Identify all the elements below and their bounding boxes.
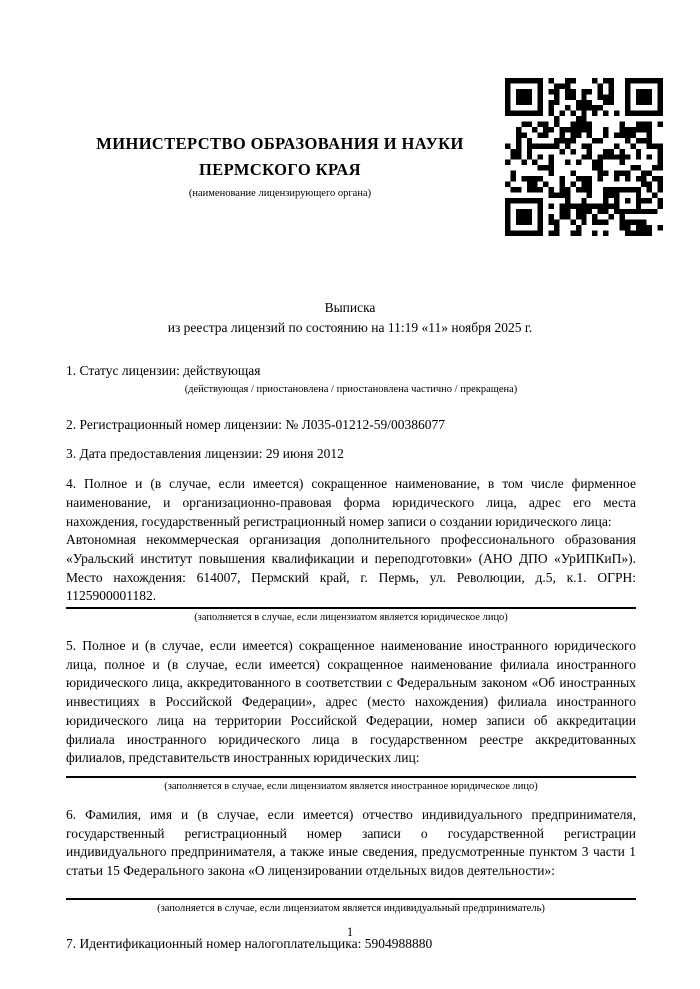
item-foreign-entity-caption: (заполняется в случае, если лицензиатом является иностранное юридическое лицо): [164, 780, 538, 792]
item-individual-entrepreneur-text: 6. Фамилия, имя и (в случае, если имеется) отчество индивидуального предпринимателя, государственный регистрационный номер записи о государственной регистрации индивидуального предпринимателя, а также иные сведения, предусмотренные пунктом 3 части 1 статьи 15 Федерального закона «О лицензировании отдельных видов деятельности»:: [66, 806, 636, 879]
ministry-name-line2: ПЕРМСКОГО КРАЯ: [199, 160, 361, 179]
document-title: [0, 298, 700, 338]
ministry-name-line1: МИНИСТЕРСТВО ОБРАЗОВАНИЯ И НАУКИ: [96, 134, 464, 153]
item-individual-entrepreneur: [66, 806, 636, 917]
item-taxpayer-number-text: 7. Идентификационный номер налогоплательщика: 5904988880: [66, 935, 433, 951]
item-legal-entity-value: Автономная некоммерческая организация дополнительного профессионального образования «Уральский институт повышения квалификации и переподготовки» (АНО ДПО «УрИПКиП»). Место нахождения: 614007, Пермский край, г. Пермь, ул. Революции, д.5, к.1. ОГРН: 1125900001182.: [66, 532, 636, 604]
ministry-caption: (наименование лицензирующего органа): [188, 188, 372, 199]
document-header: [50, 131, 510, 201]
item-license-status: [66, 362, 636, 398]
item-foreign-entity: [66, 637, 636, 795]
item-legal-entity: [66, 475, 636, 626]
page-number: 1: [346, 925, 354, 939]
qr-code-icon: [505, 78, 663, 236]
item-foreign-entity-text: 5. Полное и (в случае, если имеется) сокращенное наименование иностранного юридического лица, полное и (в случае, если имеется) сокращенное наименование филиала иностранного юридического лица, аккредитованного в соответствии с Федеральным законом «Об иностранных инвестициях в Российской Федерации», адрес (место нахождения) филиала иностранного юридического лица на территории Российской Федерации, номер записи об аккредитации филиала иностранного юридического лица в государственном реестре аккредитованных филиалов, представительств иностранных юридических лиц:: [66, 638, 636, 766]
title-line1: Выписка: [324, 300, 376, 315]
document-body: [66, 362, 636, 953]
title-line2: из реестра лицензий по состоянию на 11:19 «11» ноября 2025 г.: [167, 320, 533, 335]
item-license-status-text: 1. Статус лицензии: действующая: [66, 363, 261, 378]
item-license-date: [66, 445, 636, 464]
item-registration-number: [66, 416, 636, 435]
item-registration-number-text: 2. Регистрационный номер лицензии: № Л035-01212-59/00386077: [66, 416, 446, 432]
item-legal-entity-caption: (заполняется в случае, если лицензиатом является юридическое лицо): [194, 612, 508, 624]
item-legal-entity-text: 4. Полное и (в случае, если имеется) сокращенное наименование, в том числе фирменное наименование, и организационно-правовая форма юридического лица, адрес его места нахождения, государственный регистрационный номер записи о создании юридического лица:: [66, 476, 636, 529]
item-individual-entrepreneur-caption: (заполняется в случае, если лицензиатом является индивидуальный предприниматель): [157, 902, 545, 914]
item-license-date-text: 3. Дата предоставления лицензии: 29 июня 2012: [66, 446, 344, 462]
item-license-status-caption: (действующая / приостановлена / приостановлена частично / прекращена): [184, 383, 518, 395]
